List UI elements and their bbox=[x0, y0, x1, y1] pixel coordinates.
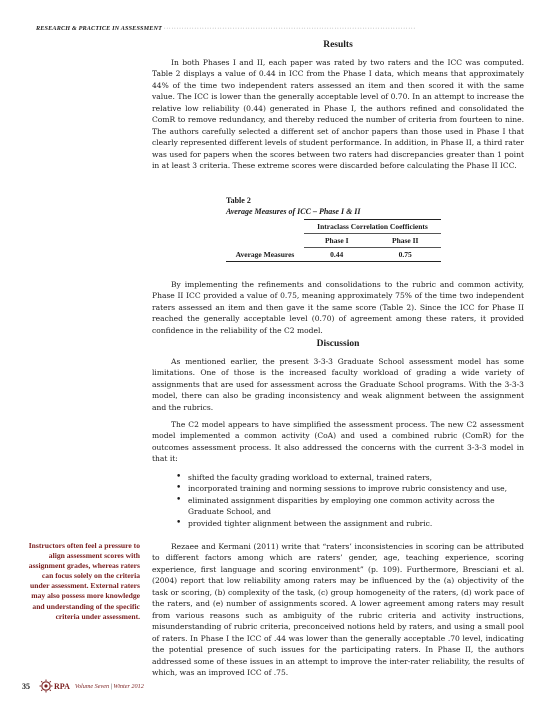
rpa-logo-mark bbox=[38, 679, 54, 693]
table-span-header: Intraclass Correlation Coefficients bbox=[304, 220, 441, 234]
list-item bbox=[176, 472, 524, 483]
pull-quote: Instructors often feel a pressure to align assessment scores with assignment grades, whereas raters can focus solely on the criteria under assessment. External raters may also possess more knowledge and understanding of the specific criteria under assessment. bbox=[28, 541, 140, 621]
list-item-text: provided tighter alignment between the assignment and rubric. bbox=[188, 518, 433, 528]
running-head-text: RESEARCH & PRACTICE IN ASSESSMENT bbox=[36, 25, 163, 32]
list-item-text: shifted the faculty grading workload to external, trained raters, bbox=[188, 473, 433, 482]
improvements-list bbox=[176, 472, 524, 529]
table-row bbox=[226, 248, 441, 262]
table-title: Average Measures of ICC – Phase I & II bbox=[226, 207, 361, 216]
value-phase-1: 0.44 bbox=[304, 248, 369, 262]
icc-table bbox=[226, 219, 441, 262]
discussion-paragraph-2: The C2 model appears to have simplified the assessment process. The new C2 assessment model implemented a common activity (CoA) and used a combined rubric (ComR) for the outcomes assessment process. It also addressed the concerns with the current 3-3-3 model in that it: bbox=[152, 420, 524, 464]
table-label: Table 2 bbox=[226, 196, 251, 205]
list-item bbox=[176, 495, 524, 518]
column-phase-1: Phase I bbox=[304, 234, 369, 248]
list-item-text: eliminated assignment disparities by employing one common activity across the Graduate School, and bbox=[188, 495, 495, 517]
results-body-2 bbox=[152, 279, 524, 336]
season-label: Winter 2012 bbox=[113, 682, 144, 690]
row-label-average-measures: Average Measures bbox=[226, 248, 304, 262]
bullet-icon: • bbox=[176, 494, 182, 505]
table-stub-header-2 bbox=[226, 234, 304, 248]
page-number: 35 bbox=[22, 681, 30, 691]
list-item bbox=[176, 518, 524, 529]
running-head bbox=[36, 25, 516, 32]
rpa-logo-icon bbox=[38, 679, 70, 693]
results-paragraph-1: In both Phases I and II, each paper was rated by two raters and the ICC was computed. Table 2 displays a value of 0.44 in ICC from the Phase I data, which means that approximately 44% of the time two independent raters assessed an item and then scored it with the same value. The ICC is lower than the generally acceptable level of 0.70. In an attempt to increase the relative low reliability (0.44) generated in Phase I, the authors refined and consolidated the ComR to remove redundancy, and thereby reduced the number of criteria from fourteen to nine. The authors carefully selected a different set of anchor papers than those used in Phase I that clearly represented different levels of student performance. In addition, in Phase II, a third rater was used for papers when the scores between two raters had discrepancies greater than 1 point in at least 3 criteria. These extreme scores were discarded before calculating the Phase II ICC. bbox=[152, 58, 524, 171]
bullet-icon: • bbox=[176, 483, 182, 494]
volume-label: Volume Seven bbox=[74, 682, 110, 690]
results-heading: Results bbox=[323, 40, 353, 50]
list-item bbox=[176, 483, 524, 494]
discussion-paragraph-3: Rezaee and Kermani (2011) write that “raters’ inconsistencies in scoring can be attributed to different factors among which are raters’ gender, age, teaching experience, scoring experience, first language and scoring environment” (p. 109). Furthermore, Bresciani et al. (2004) report that low reliability among raters may be influenced by the (a) objectivity of the task or scoring, (b) complexity of the task, (c) group homogeneity of the raters, (d) work pace of the raters, and (e) number of assignments scored. A lower agreement among raters may result from various reasons such as ambiguity of the rubric criteria and activity instructions, misunderstanding of rubric criteria, preconceived notions held by raters, and using a small pool of raters. In Phase I the ICC of .44 was lower than the generally acceptable .70 level, indicating the potential presence of such issues for the participating raters. In Phase II, the authors addressed some of these issues in an attempt to improve the inter-rater reliability, the results of which, was an improved ICC of .75. bbox=[152, 542, 524, 677]
bullet-icon: • bbox=[176, 472, 182, 482]
results-body bbox=[152, 57, 524, 172]
results-paragraph-2: By implementing the refinements and consolidations to the rubric and common activity, Phase II ICC provided a value of 0.75, meaning approximately 75% of the time two independent raters assessed an item and then gave it the same score (Table 2). Since the ICC for Phase II reached the generally acceptable level (0.70) of agreement among these raters, it provided confidence in the reliability of the C2 model. bbox=[152, 280, 524, 335]
list-item-text: incorporated training and norming sessions to improve rubric consistency and use, bbox=[188, 484, 508, 494]
discussion-heading: Discussion bbox=[316, 339, 360, 349]
running-head-dots: ··································································································· bbox=[163, 25, 416, 32]
table-stub-header bbox=[226, 220, 304, 234]
bullet-icon: • bbox=[176, 517, 182, 528]
discussion-body-2 bbox=[152, 419, 524, 465]
discussion-body-1 bbox=[152, 356, 524, 413]
discussion-paragraph-1: As mentioned earlier, the present 3-3-3 Graduate School assessment model has some limitations. One of those is the increased faculty workload of grading a wide variety of assignments that are used for assessment across the Graduate School programs. With the 3-3-3 model, there can also be grading inconsistency and weak alignment between the assignment and the rubrics. bbox=[152, 357, 524, 412]
value-phase-2: 0.75 bbox=[369, 248, 441, 262]
page-footer bbox=[22, 679, 144, 693]
logo-text: RPA bbox=[54, 681, 70, 691]
discussion-body-3 bbox=[152, 541, 524, 678]
issue-info bbox=[75, 683, 144, 690]
column-phase-2: Phase II bbox=[369, 234, 441, 248]
table-2 bbox=[226, 196, 441, 262]
issue-separator: | bbox=[110, 682, 112, 690]
